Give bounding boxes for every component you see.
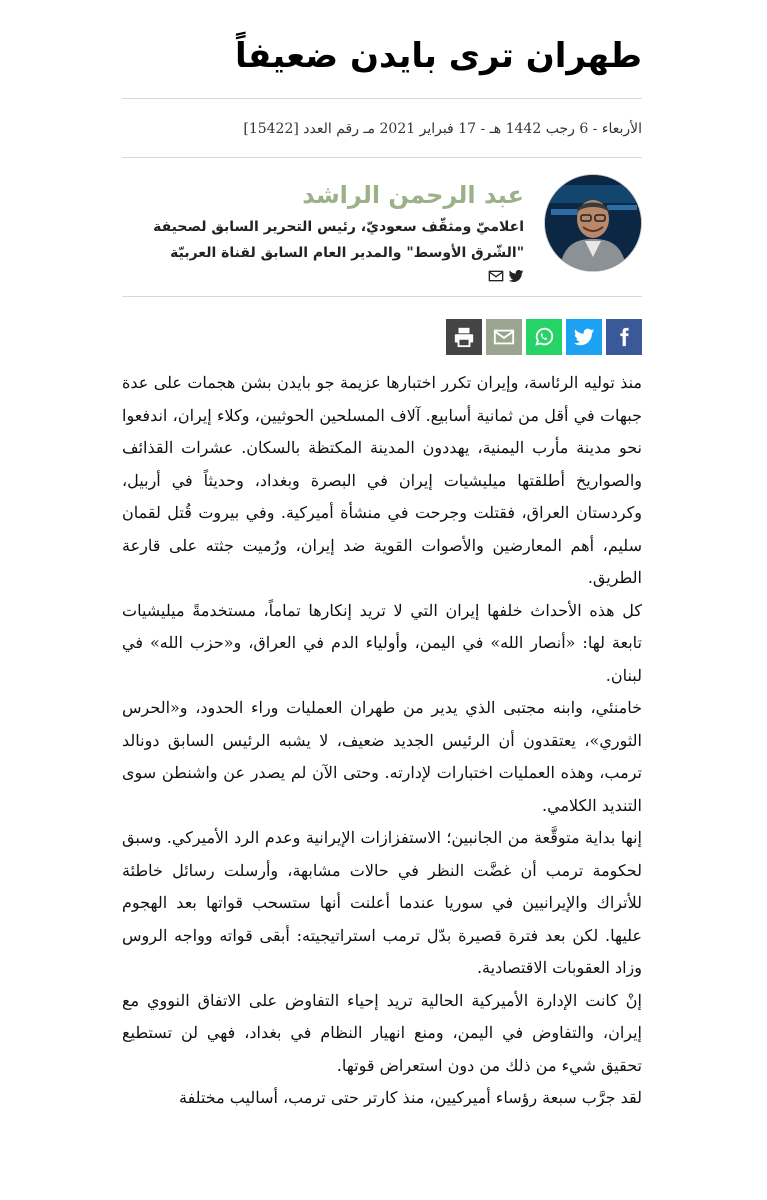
article-paragraph: خامنئي، وابنه مجتبى الذي يدير من طهران العمليات وراء الحدود، و«الحرس الثوري»، يعتقدون أن الرئيس الجديد ضعيف، لا يشبه الرئيس السابق دونالد ترمب، وهذه العمليات اختبارات لإدارته. وحتى الآن لم يصدر عن واشنطن سوى التنديد الكلامي.	[122, 698, 642, 815]
article-body	[122, 367, 642, 1115]
author-photo	[545, 175, 641, 271]
whatsapp-share-button[interactable]	[526, 319, 562, 355]
email-share-button[interactable]	[486, 319, 522, 355]
article-paragraph: منذ توليه الرئاسة، وإيران تكرر اختبارها عزيمة جو بايدن بشن هجمات على عدة جبهات في أقل من ثمانية أسابيع. آلاف المسلحين الحوثيين، وكلاء إيران، اندفعوا نحو مدينة مأرب اليمنية، يهددون المدينة المكتظة بالسكان. عشرات القذائف والصواريخ أطلقتها ميليشيات إيران في البصرة وبغداد، وحديثاً في أربيل، وكردستان العراق، فقتلت وجرحت في منشأة أميركية. وفي بيروت قُتل لقمان سليم، أهم المعارضين والأصوات القوية ضد إيران، ورُميت جثته على قارعة الطريق.	[122, 373, 642, 587]
share-toolbar	[122, 319, 642, 355]
article-paragraph: لقد جرَّب سبعة رؤساء أميركيين، منذ كارتر حتى ترمب، أساليب مختلفة	[179, 1088, 642, 1107]
twitter-icon	[573, 326, 595, 348]
author-social-links	[122, 268, 524, 288]
mail-icon[interactable]	[488, 268, 504, 284]
article-column	[122, 0, 642, 1115]
whatsapp-icon	[533, 326, 555, 348]
article-title: طهران ترى بايدن ضعيفاً	[234, 36, 642, 76]
mail-icon	[493, 326, 515, 348]
twitter-icon[interactable]	[508, 268, 524, 284]
print-icon	[453, 326, 475, 348]
article-dateline: الأربعاء - 6 رجب 1442 هـ - 17 فبراير 2021 مـ رقم العدد [15422]	[243, 121, 642, 137]
divider	[122, 98, 642, 99]
author-name[interactable]: عبد الرحمن الراشد	[302, 181, 524, 209]
author-avatar[interactable]	[544, 174, 642, 272]
print-button[interactable]	[446, 319, 482, 355]
divider	[122, 157, 642, 158]
facebook-share-button[interactable]	[606, 319, 642, 355]
article-paragraph: إنها بداية متوقَّعة من الجانبين؛ الاستفزازات الإيرانية وعدم الرد الأميركي. وسبق لحكومة ترمب أن غضَّت النظر في حالات مشابهة، وأرسلت رسائل خاطئة للأتراك والإيرانيين في سوريا عندما أعلنت أنها ستسحب قواتها بعد الهجوم عليها. لكن بعد فترة قصيرة بدّل ترمب استراتيجيته: أبقى قواته وواجه الروس وزاد العقوبات الاقتصادية.	[122, 828, 642, 977]
twitter-share-button[interactable]	[566, 319, 602, 355]
author-block	[122, 174, 642, 324]
article-paragraph: إنْ كانت الإدارة الأميركية الحالية تريد إحياء التفاوض على الاتفاق النووي مع إيران، والتفاوض في اليمن، ومنع انهيار النظام في بغداد، فهي لن تستطيع تحقيق شيء من ذلك من دون استعراض قوتها.	[122, 990, 642, 1075]
author-info	[122, 174, 524, 288]
article-paragraph: كل هذه الأحداث خلفها إيران التي لا تريد إنكارها تماماً، مستخدمةً ميليشيات تابعة لها: «أنصار الله» في اليمن، وأولياء الدم في العراق، و«حزب الله» في لبنان.	[122, 600, 642, 685]
facebook-icon	[613, 326, 635, 348]
author-bio: اعلاميّ ومثقّف سعوديّ، رئيس التحرير السابق لصحيفة "الشّرق الأوسط" والمدير العام السابق لقناة العربيّة	[153, 219, 524, 261]
